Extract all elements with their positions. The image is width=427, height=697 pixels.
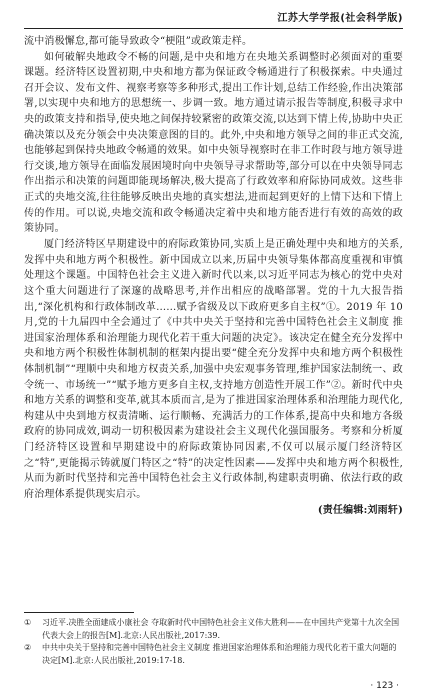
footnote	[24, 617, 403, 642]
responsible-editor: (责任编辑:刘雨轩)	[317, 505, 403, 517]
footnote-number: ①	[24, 618, 32, 627]
footnotes	[24, 617, 403, 667]
footnote-divider	[24, 612, 134, 613]
journal-title: 江苏大学学报(社会科学版)	[277, 13, 403, 24]
paragraph-policy-communication: 如何破解央地政令不畅的问题,是中央和地方在央地关系调整时必须面对的重要课题。经济特区设置初期,中央和地方都为保证政令畅通进行了积极探索。中央通过召开会议、发布文件、视察考察等多种形式,提出工作计划,总结工作经验,作出决策部署,以实现中央和地方的思想统一、步调一致。地方通过请示报告等制度,积极寻求中央的政策支持和指导,使央地之间保持较紧密的政策交流,以达到下情上传,协助中央正确决策以及充分领会中央决策意图的目的。此外,中央和地方领导之间的非正式交流,也能够起到保持央地政令畅通的效果。如中央领导视察时在非工作时段与地方领导进行交谈,地方领导在面临发展困境时向中央领导寻求帮助等,部分可以在中央领导同志作出指示和决策的问题即能现场解决,极大提高了行政效率和府际协同成效。这些非正式的央地交流,往往能够反映出央地的真实想法,进而起到更好的上情下达和下情上传的作用。可以说,央地交流和政令畅通决定着中央和地方能否进行有效的高效的政策协同。	[24, 51, 403, 235]
article-body	[24, 34, 403, 519]
running-header	[24, 12, 403, 29]
footnote-text: 中共中央关于坚持和完善中国特色社会主义制度 推进国家治理体系和治理能力现代化若干重大问题的决定[M].北京:人民出版社,2019:17-18.	[42, 643, 397, 665]
footnote-number: ②	[24, 643, 32, 652]
paragraph-conclusion: 厦门经济特区早期建设中的府际政策协同,实质上是正确处理中央和地方的关系,发挥中央和地方两个积极性。新中国成立以来,历届中央领导集体都高度重视和审慎处理这个课题。中国特色社会主义进入新时代以来,以习近平同志为核心的党中央对这个重大问题进行了深邃的战略思考,并作出相应的战略部署。党的十九大报告指出,“深化机构和行政体制改革……赋予省级及以下政府更多自主权”①。2019 年 10 月,党的十九届四中全会通过了《中共中央关于坚持和完善中国特色社会主义制度 推进国家治理体系和治理能力现代化若干重大问题的决定》。该决定在健全充分发挥中央和地方两个积极性体制机制的框架内提出要“健全充分发挥中央和地方两个积极性体制机制”“理顺中央和地方权责关系,加强中央宏观事务管理,维护国家法制统一、政令统一、市场统一”“赋予地方更多自主权,支持地方创造性开展工作”②。新时代中央和地方关系的调整和变革,就其本质而言,是为了推进国家治理体系和治理能力现代化,构建从中央到地方权责清晰、运行顺畅、充满活力的工作体系,提高中央和地方各级政府的协同成效,调动一切积极因素为建设社会主义现代化强国服务。考察和分析厦门经济特区设置和早期建设中的府际政策协同因素,不仅可以展示厦门经济特区之“特”,更能揭示铸就厦门特区之“特”的决定性因素——发挥中央和地方两个积极性,从而为新时代坚持和完善中国特色社会主义行政体制,构建职责明确、依法行政的政府治理体系提供现实启示。	[24, 239, 403, 500]
paragraph-continuation: 流中消极懈怠,都可能导致政令“梗阻”或政策走样。	[24, 36, 253, 47]
footnote	[24, 642, 403, 667]
page-number: · 123 ·	[370, 681, 399, 691]
footnote-text: 习近平.决胜全面建成小康社会 夺取新时代中国特色社会主义伟大胜利——在中国共产党第十九次全国代表大会上的报告[M].北京:人民出版社,2017:39.	[42, 618, 400, 640]
